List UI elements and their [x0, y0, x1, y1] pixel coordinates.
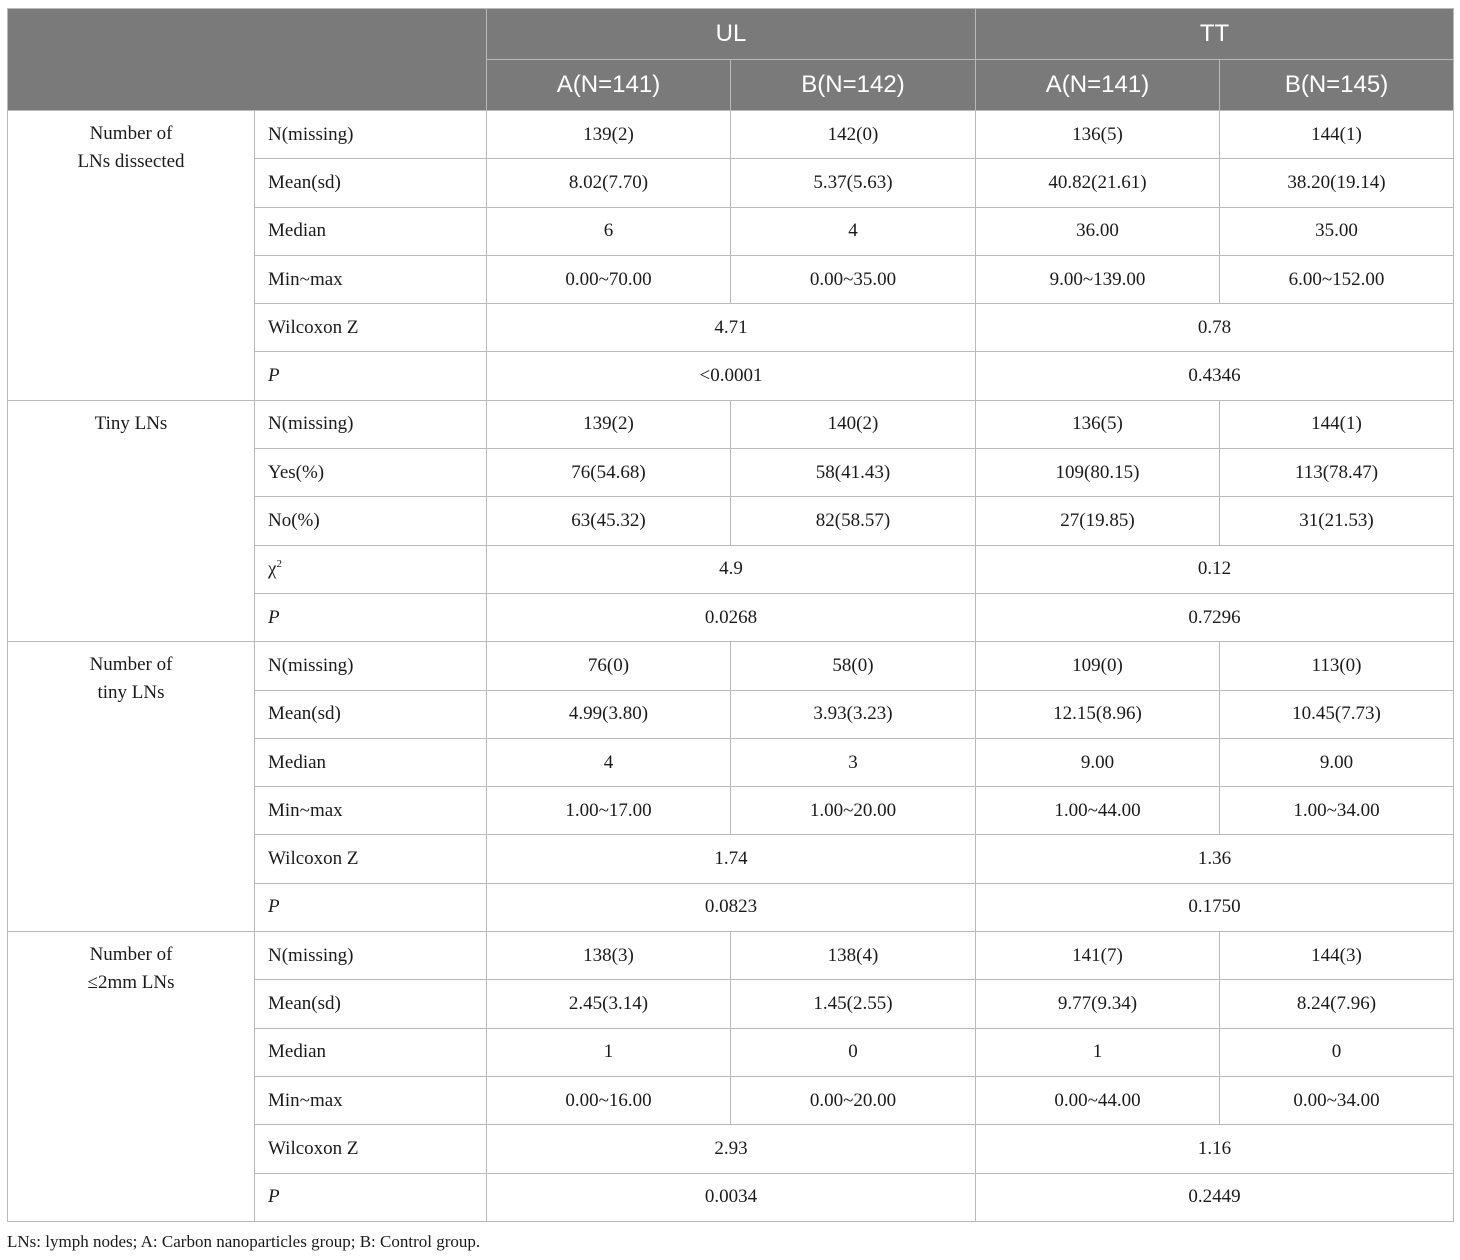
table-header	[8, 9, 1454, 111]
stat-label-text: P	[268, 1186, 280, 1208]
section-label-line: Number of	[89, 123, 173, 144]
table-cell: 2.45(3.14)	[487, 980, 731, 1028]
row-label: N(missing)	[255, 642, 487, 690]
stat-label	[255, 883, 487, 931]
table-footnote: LNs: lymph nodes; A: Carbon nanoparticles group; B: Control group.	[7, 1232, 481, 1251]
table-cell: 31(21.53)	[1220, 497, 1454, 545]
table-cell: 12.15(8.96)	[976, 690, 1220, 738]
table-cell: 9.00	[976, 738, 1220, 786]
stat-value-tt: 0.1750	[976, 883, 1454, 931]
stat-label-text: Wilcoxon Z	[268, 316, 359, 338]
table-cell: 0	[731, 1028, 976, 1076]
stat-label	[255, 835, 487, 883]
table-cell: 9.00~139.00	[976, 255, 1220, 303]
table-cell: 144(1)	[1220, 111, 1454, 159]
row-label: Yes(%)	[255, 449, 487, 497]
table-cell: 113(0)	[1220, 642, 1454, 690]
row-label: Median	[255, 1028, 487, 1076]
table-cell: 0.00~16.00	[487, 1076, 731, 1124]
header-tt-a: A(N=141)	[976, 60, 1220, 111]
table-cell: 76(54.68)	[487, 449, 731, 497]
table-cell: 8.02(7.70)	[487, 159, 731, 207]
table-cell: 1.00~44.00	[976, 787, 1220, 835]
table-cell: 40.82(21.61)	[976, 159, 1220, 207]
section-label	[8, 642, 255, 932]
row-label: Min~max	[255, 1076, 487, 1124]
row-label: Min~max	[255, 255, 487, 303]
table-row	[8, 642, 1454, 690]
table-body	[8, 111, 1454, 1222]
table-cell: 140(2)	[731, 400, 976, 448]
row-label: No(%)	[255, 497, 487, 545]
table-cell: 136(5)	[976, 400, 1220, 448]
table-cell: 10.45(7.73)	[1220, 690, 1454, 738]
stat-value-ul: 4.9	[487, 545, 976, 593]
stat-value-tt: 0.78	[976, 304, 1454, 352]
stat-label	[255, 352, 487, 400]
table-cell: 138(4)	[731, 932, 976, 980]
section-label-line: Number of	[89, 944, 173, 966]
row-label: Mean(sd)	[255, 159, 487, 207]
table-cell: 82(58.57)	[731, 497, 976, 545]
table-cell: 3	[731, 738, 976, 786]
table-cell: 136(5)	[976, 111, 1220, 159]
row-label: Mean(sd)	[255, 690, 487, 738]
header-group-tt: TT	[976, 9, 1454, 60]
stat-label	[255, 593, 487, 641]
row-label: Median	[255, 738, 487, 786]
table-cell: 36.00	[976, 207, 1220, 255]
table-cell: 9.77(9.34)	[976, 980, 1220, 1028]
header-ul-b: B(N=142)	[731, 60, 976, 111]
stat-value-ul: 1.74	[487, 835, 976, 883]
table-cell: 0	[1220, 1028, 1454, 1076]
table-cell: 1	[976, 1028, 1220, 1076]
header-group-ul: UL	[487, 9, 976, 60]
section-label	[8, 111, 255, 401]
table-cell: 4.99(3.80)	[487, 690, 731, 738]
stat-label-text: χ	[268, 558, 277, 580]
row-label: N(missing)	[255, 400, 487, 448]
table-cell: 1.00~20.00	[731, 787, 976, 835]
table-cell: 1.00~17.00	[487, 787, 731, 835]
table-container	[7, 8, 1453, 1222]
table-cell: 5.37(5.63)	[731, 159, 976, 207]
stat-label-text: P	[268, 896, 280, 918]
table-cell: 76(0)	[487, 642, 731, 690]
stat-label	[255, 545, 487, 593]
table-cell: 113(78.47)	[1220, 449, 1454, 497]
table-cell: 8.24(7.96)	[1220, 980, 1454, 1028]
table-cell: 63(45.32)	[487, 497, 731, 545]
table-cell: 4	[731, 207, 976, 255]
table-cell: 109(0)	[976, 642, 1220, 690]
table-cell: 142(0)	[731, 111, 976, 159]
stat-label-text: P	[268, 365, 280, 387]
section-label	[8, 400, 255, 641]
table-cell: 58(0)	[731, 642, 976, 690]
table-cell: 27(19.85)	[976, 497, 1220, 545]
results-table	[7, 8, 1454, 1222]
table-cell: 0.00~34.00	[1220, 1076, 1454, 1124]
table-cell: 9.00	[1220, 738, 1454, 786]
table-cell: 0.00~35.00	[731, 255, 976, 303]
table-cell: 0.00~20.00	[731, 1076, 976, 1124]
stat-label-text: P	[268, 606, 280, 628]
table-cell: 109(80.15)	[976, 449, 1220, 497]
table-row	[8, 400, 1454, 448]
table-cell: 6.00~152.00	[1220, 255, 1454, 303]
table-cell: 139(2)	[487, 400, 731, 448]
section-label-line: ≤2mm LNs	[87, 972, 175, 994]
section-label-line: Tiny LNs	[94, 412, 168, 434]
table-cell: 139(2)	[487, 111, 731, 159]
stat-value-ul: 0.0268	[487, 593, 976, 641]
stat-value-tt: 0.12	[976, 545, 1454, 593]
section-label-line: LNs dissected	[77, 151, 185, 172]
row-label: Median	[255, 207, 487, 255]
stat-value-ul: 2.93	[487, 1125, 976, 1173]
stat-value-tt: 0.4346	[976, 352, 1454, 400]
table-cell: 1.45(2.55)	[731, 980, 976, 1028]
stat-value-ul: 0.0823	[487, 883, 976, 931]
row-label: N(missing)	[255, 111, 487, 159]
section-label	[8, 932, 255, 1222]
row-label: N(missing)	[255, 932, 487, 980]
table-row	[8, 111, 1454, 159]
stat-label-superscript: 2	[276, 558, 282, 571]
stat-value-tt: 0.7296	[976, 593, 1454, 641]
table-cell: 1	[487, 1028, 731, 1076]
stat-label-text: Wilcoxon Z	[268, 848, 359, 870]
row-label: Min~max	[255, 787, 487, 835]
table-cell: 1.00~34.00	[1220, 787, 1454, 835]
section-label-line: tiny LNs	[97, 682, 165, 704]
table-cell: 144(3)	[1220, 932, 1454, 980]
table-cell: 4	[487, 738, 731, 786]
stat-label	[255, 304, 487, 352]
stat-value-ul: 0.0034	[487, 1173, 976, 1221]
table-row	[8, 932, 1454, 980]
table-cell: 38.20(19.14)	[1220, 159, 1454, 207]
table-cell: 58(41.43)	[731, 449, 976, 497]
section-label-line: Number of	[89, 654, 173, 676]
header-tt-b: B(N=145)	[1220, 60, 1454, 111]
header-corner	[8, 9, 487, 111]
table-cell: 3.93(3.23)	[731, 690, 976, 738]
stat-value-ul: <0.0001	[487, 352, 976, 400]
stat-value-ul: 4.71	[487, 304, 976, 352]
table-cell: 0.00~44.00	[976, 1076, 1220, 1124]
stat-value-tt: 1.16	[976, 1125, 1454, 1173]
table-cell: 0.00~70.00	[487, 255, 731, 303]
table-cell: 6	[487, 207, 731, 255]
header-row-groups	[8, 9, 1454, 60]
stat-label-text: Wilcoxon Z	[268, 1137, 359, 1159]
table-cell: 141(7)	[976, 932, 1220, 980]
row-label: Mean(sd)	[255, 980, 487, 1028]
stat-value-tt: 0.2449	[976, 1173, 1454, 1221]
table-cell: 35.00	[1220, 207, 1454, 255]
stat-label	[255, 1173, 487, 1221]
table-cell: 138(3)	[487, 932, 731, 980]
stat-label	[255, 1125, 487, 1173]
table-cell: 144(1)	[1220, 400, 1454, 448]
stat-value-tt: 1.36	[976, 835, 1454, 883]
header-ul-a: A(N=141)	[487, 60, 731, 111]
